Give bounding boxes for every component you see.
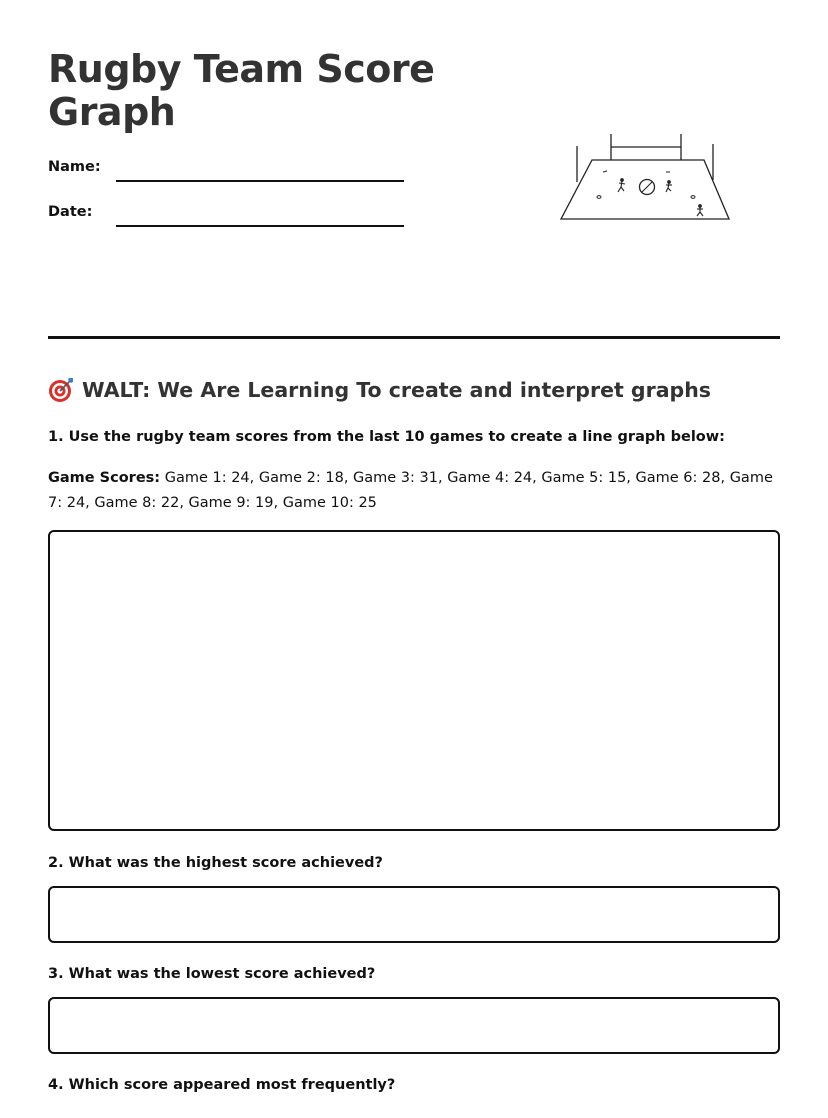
question-1: 1. Use the rugby team scores from the last 10 games to create a line graph below: — [48, 429, 725, 445]
target-icon — [48, 377, 74, 403]
question-3: 3. What was the lowest score achieved? — [48, 966, 376, 982]
name-label: Name: — [48, 159, 101, 175]
rugby-field-icon — [558, 130, 738, 226]
date-field[interactable] — [116, 225, 404, 227]
walt-text: WALT: We Are Learning To create and interpret graphs — [82, 378, 712, 402]
game-scores-values: Game 1: 24, Game 2: 18, Game 3: 31, Game 4: 24, Game 5: 15, Game 6: 28, Game 7: 24, Game 8: 22, Game 9: 19, Game 10: 25 — [48, 470, 773, 511]
question-4: 4. Which score appeared most frequently? — [48, 1077, 396, 1093]
date-label: Date: — [48, 204, 93, 220]
walt-heading — [48, 374, 711, 406]
game-scores-label: Game Scores: — [48, 470, 161, 486]
section-divider — [48, 336, 780, 339]
question-2: 2. What was the highest score achieved? — [48, 855, 383, 871]
game-scores — [48, 466, 780, 516]
page-title: Rugby Team Score Graph — [48, 47, 435, 134]
name-field[interactable] — [116, 180, 404, 182]
answer-box-highest[interactable] — [48, 886, 780, 943]
graph-drawing-area[interactable] — [48, 530, 780, 831]
answer-box-lowest[interactable] — [48, 997, 780, 1054]
